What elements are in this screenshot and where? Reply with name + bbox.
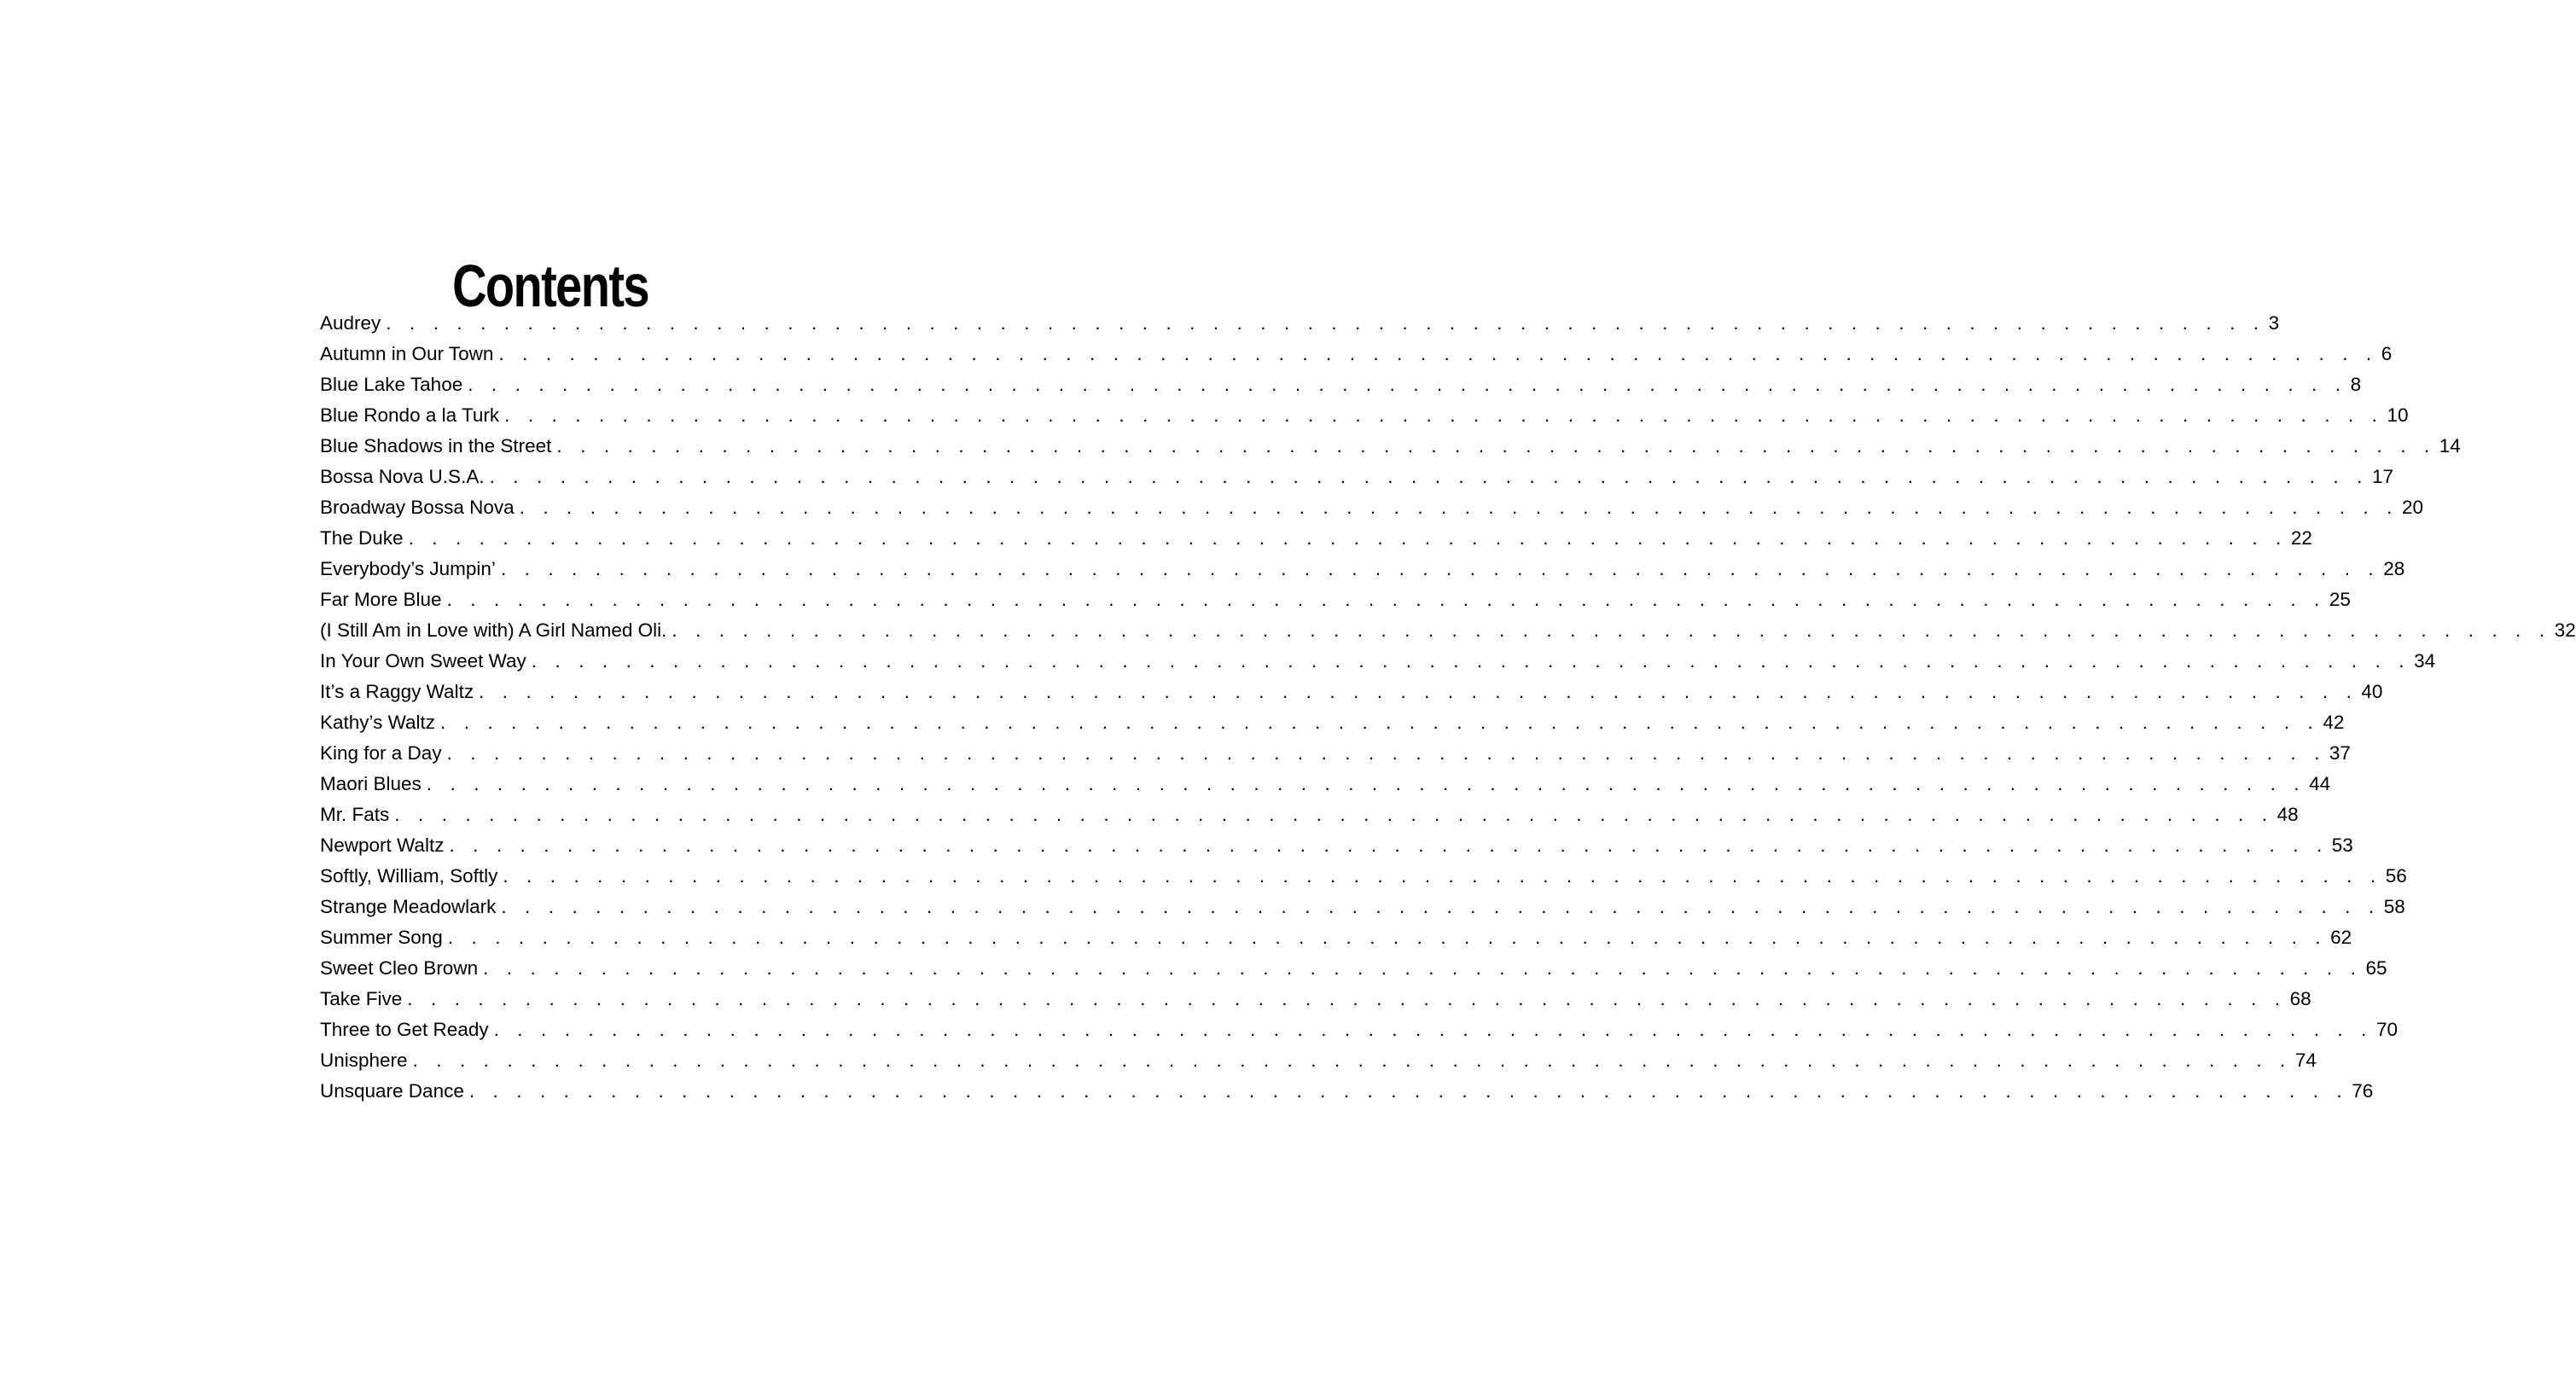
dot-leader: . . . . . . . . . . . . . . . . . . . . . . . . . . . . . . . . . . . . . . . . . . . . . . . . . . . . . . . . . . . . . . . . . . . . . . . . . . . . . . . . bbox=[447, 927, 2328, 948]
toc-entry bbox=[320, 864, 2407, 895]
toc-entry-title: Sweet Cleo Brown bbox=[320, 957, 479, 979]
dot-leader: . . . . . . . . . . . . . . . . . . . . . . . . . . . . . . . . . . . . . . . . . . . . . . . . . . . . . . . . . . . . . . . . . . . . . . . . . . . . . . . . bbox=[440, 712, 2320, 733]
toc-entry-title: (I Still Am in Love with) A Girl Named Oli. bbox=[320, 619, 667, 641]
toc-entry-page-number: 42 bbox=[2323, 712, 2345, 733]
toc-entry bbox=[320, 342, 2393, 373]
dot-leader: . . . . . . . . . . . . . . . . . . . . . . . . . . . . . . . . . . . . . . . . . . . . . . . . . . . . . . . . . . . . . . . . . . . . . . . . . . . . . . . . bbox=[500, 558, 2381, 579]
toc-entry bbox=[320, 1018, 2398, 1049]
toc-entry-page-number: 32 bbox=[2554, 619, 2576, 641]
toc-entry bbox=[320, 311, 2280, 342]
page-title: Contents bbox=[452, 252, 648, 319]
toc-entry-page-number: 58 bbox=[2383, 896, 2405, 917]
toc-entry bbox=[320, 496, 2423, 526]
toc-entry-title: Mr. Fats bbox=[320, 804, 390, 825]
toc-entry-title: Strange Meadowlark bbox=[320, 896, 497, 917]
toc-entry bbox=[320, 772, 2331, 803]
toc-entry-title: Blue Shadows in the Street bbox=[320, 435, 552, 456]
toc-entry-page-number: 74 bbox=[2294, 1050, 2317, 1071]
toc-entry-page-number: 25 bbox=[2329, 589, 2351, 610]
toc-entry-title: Blue Lake Tahoe bbox=[320, 374, 463, 395]
dot-leader: . . . . . . . . . . . . . . . . . . . . . . . . . . . . . . . . . . . . . . . . . . . . . . . . . . . . . . . . . . . . . . . . . . . . . . . . . . . . . . . . bbox=[498, 343, 2378, 364]
toc-entry bbox=[320, 526, 2312, 557]
dot-leader: . . . . . . . . . . . . . . . . . . . . . . . . . . . . . . . . . . . . . . . . . . . . . . . . . . . . . . . . . . . . . . . . . . . . . . . . . . . . . . . . bbox=[426, 773, 2306, 794]
toc-entry-title: Three to Get Ready bbox=[320, 1019, 489, 1040]
toc-entry bbox=[320, 895, 2405, 926]
toc-entry-page-number: 56 bbox=[2385, 865, 2407, 887]
toc-entry-title: Broadway Bossa Nova bbox=[320, 497, 515, 518]
dot-leader: . . . . . . . . . . . . . . . . . . . . . . . . . . . . . . . . . . . . . . . . . . . . . . . . . . . . . . . . . . . . . . . . . . . . . . . . . . . . . . . . bbox=[556, 435, 2436, 456]
toc-entry-title: Newport Waltz bbox=[320, 834, 445, 856]
toc-entry bbox=[320, 741, 2351, 772]
toc-entry-page-number: 70 bbox=[2375, 1019, 2398, 1040]
dot-leader: . . . . . . . . . . . . . . . . . . . . . . . . . . . . . . . . . . . . . . . . . . . . . . . . . . . . . . . . . . . . . . . . . . . . . . . . . . . . . . . . bbox=[446, 742, 2326, 764]
toc-entry-page-number: 68 bbox=[2289, 988, 2311, 1009]
toc-entry-title: Maori Blues bbox=[320, 773, 422, 794]
toc-entry-title: King for a Day bbox=[320, 742, 442, 764]
toc-entry bbox=[320, 711, 2345, 741]
toc-entry-title: In Your Own Sweet Way bbox=[320, 650, 526, 672]
toc-entry-title: Take Five bbox=[320, 988, 403, 1009]
toc-entry-page-number: 76 bbox=[2352, 1080, 2374, 1102]
toc-entry-page-number: 65 bbox=[2365, 957, 2387, 979]
toc-entry bbox=[320, 619, 2576, 649]
dot-leader: . . . . . . . . . . . . . . . . . . . . . . . . . . . . . . . . . . . . . . . . . . . . . . . . . . . . . . . . . . . . . . . . . . . . . . . . . . . . . . . . bbox=[519, 497, 2399, 518]
toc-entry bbox=[320, 649, 2436, 680]
toc-entry-page-number: 10 bbox=[2387, 404, 2409, 426]
toc-entry-page-number: 48 bbox=[2277, 804, 2299, 825]
toc-entry bbox=[320, 957, 2387, 987]
dot-leader: . . . . . . . . . . . . . . . . . . . . . . . . . . . . . . . . . . . . . . . . . . . . . . . . . . . . . . . . . . . . . . . . . . . . . . . . . . . . . . . . bbox=[483, 957, 2363, 979]
dot-leader: . . . . . . . . . . . . . . . . . . . . . . . . . . . . . . . . . . . . . . . . . . . . . . . . . . . . . . . . . . . . . . . . . . . . . . . . . . . . . . . . bbox=[449, 834, 2329, 856]
toc-entry bbox=[320, 557, 2405, 588]
dot-leader: . . . . . . . . . . . . . . . . . . . . . . . . . . . . . . . . . . . . . . . . . . . . . . . . . . . . . . . . . . . . . . . . . . . . . . . . . . . . . . . . bbox=[531, 650, 2411, 672]
toc-entry bbox=[320, 926, 2352, 957]
toc-entry-page-number: 37 bbox=[2329, 742, 2351, 764]
toc-entry-title: Everybody’s Jumpin’ bbox=[320, 558, 496, 579]
toc-entry bbox=[320, 1079, 2374, 1110]
toc-entry-page-number: 34 bbox=[2414, 650, 2436, 672]
toc-entry bbox=[320, 404, 2409, 434]
toc-entry bbox=[320, 834, 2353, 864]
dot-leader: . . . . . . . . . . . . . . . . . . . . . . . . . . . . . . . . . . . . . . . . . . . . . . . . . . . . . . . . . . . . . . . . . . . . . . . . . . . . . . . . bbox=[489, 466, 2369, 487]
toc-entry-page-number: 14 bbox=[2439, 435, 2461, 456]
toc-entry-title: Unisphere bbox=[320, 1050, 408, 1071]
dot-leader: . . . . . . . . . . . . . . . . . . . . . . . . . . . . . . . . . . . . . . . . . . . . . . . . . . . . . . . . . . . . . . . . . . . . . . . . . . . . . . . . bbox=[503, 865, 2382, 887]
toc-entry-page-number: 62 bbox=[2330, 927, 2352, 948]
toc-entry bbox=[320, 588, 2351, 619]
toc-entry-title: Autumn in Our Town bbox=[320, 343, 494, 364]
toc-entry-page-number: 53 bbox=[2331, 834, 2353, 856]
toc-entry-page-number: 28 bbox=[2383, 558, 2405, 579]
dot-leader: . . . . . . . . . . . . . . . . . . . . . . . . . . . . . . . . . . . . . . . . . . . . . . . . . . . . . . . . . . . . . . . . . . . . . . . . . . . . . . . . bbox=[672, 619, 2551, 641]
toc-entry-title: Softly, William, Softly bbox=[320, 865, 498, 887]
dot-leader: . . . . . . . . . . . . . . . . . . . . . . . . . . . . . . . . . . . . . . . . . . . . . . . . . . . . . . . . . . . . . . . . . . . . . . . . . . . . . . . . bbox=[479, 681, 2358, 702]
toc-entry bbox=[320, 373, 2362, 404]
dot-leader: . . . . . . . . . . . . . . . . . . . . . . . . . . . . . . . . . . . . . . . . . . . . . . . . . . . . . . . . . . . . . . . . . . . . . . . . . . . . . . . . bbox=[501, 896, 2381, 917]
dot-leader: . . . . . . . . . . . . . . . . . . . . . . . . . . . . . . . . . . . . . . . . . . . . . . . . . . . . . . . . . . . . . . . . . . . . . . . . . . . . . . . . bbox=[386, 312, 2265, 334]
toc-entry-page-number: 6 bbox=[2381, 343, 2393, 364]
toc-entry bbox=[320, 987, 2311, 1018]
dot-leader: . . . . . . . . . . . . . . . . . . . . . . . . . . . . . . . . . . . . . . . . . . . . . . . . . . . . . . . . . . . . . . . . . . . . . . . . . . . . . . . . bbox=[408, 527, 2288, 549]
toc-entry bbox=[320, 434, 2461, 465]
dot-leader: . . . . . . . . . . . . . . . . . . . . . . . . . . . . . . . . . . . . . . . . . . . . . . . . . . . . . . . . . . . . . . . . . . . . . . . . . . . . . . . . bbox=[468, 1080, 2349, 1102]
toc-entry-title: Bossa Nova U.S.A. bbox=[320, 466, 485, 487]
toc-entry bbox=[320, 680, 2383, 711]
toc-entry bbox=[320, 803, 2299, 834]
dot-leader: . . . . . . . . . . . . . . . . . . . . . . . . . . . . . . . . . . . . . . . . . . . . . . . . . . . . . . . . . . . . . . . . . . . . . . . . . . . . . . . . bbox=[468, 374, 2347, 395]
dot-leader: . . . . . . . . . . . . . . . . . . . . . . . . . . . . . . . . . . . . . . . . . . . . . . . . . . . . . . . . . . . . . . . . . . . . . . . . . . . . . . . . bbox=[493, 1019, 2373, 1040]
toc-entry-page-number: 22 bbox=[2290, 527, 2312, 549]
toc-entry-title: Summer Song bbox=[320, 927, 443, 948]
toc-entry-page-number: 17 bbox=[2371, 466, 2393, 487]
dot-leader: . . . . . . . . . . . . . . . . . . . . . . . . . . . . . . . . . . . . . . . . . . . . . . . . . . . . . . . . . . . . . . . . . . . . . . . . . . . . . . . . bbox=[407, 988, 2287, 1009]
dot-leader: . . . . . . . . . . . . . . . . . . . . . . . . . . . . . . . . . . . . . . . . . . . . . . . . . . . . . . . . . . . . . . . . . . . . . . . . . . . . . . . . bbox=[394, 804, 2274, 825]
toc-entry-page-number: 20 bbox=[2401, 497, 2423, 518]
toc-entry-title: Far More Blue bbox=[320, 589, 442, 610]
toc-entry-title: The Duke bbox=[320, 527, 404, 549]
toc-entry bbox=[320, 465, 2393, 496]
toc-entry-page-number: 40 bbox=[2361, 681, 2383, 702]
toc-entry-title: It’s a Raggy Waltz bbox=[320, 681, 474, 702]
dot-leader: . . . . . . . . . . . . . . . . . . . . . . . . . . . . . . . . . . . . . . . . . . . . . . . . . . . . . . . . . . . . . . . . . . . . . . . . . . . . . . . . bbox=[446, 589, 2326, 610]
toc-entry-page-number: 8 bbox=[2350, 374, 2362, 395]
table-of-contents bbox=[320, 311, 2576, 1110]
toc-entry-title: Blue Rondo a la Turk bbox=[320, 404, 500, 426]
toc-entry-title: Kathy’s Waltz bbox=[320, 712, 436, 733]
toc-entry-page-number: 44 bbox=[2309, 773, 2331, 794]
dot-leader: . . . . . . . . . . . . . . . . . . . . . . . . . . . . . . . . . . . . . . . . . . . . . . . . . . . . . . . . . . . . . . . . . . . . . . . . . . . . . . . . bbox=[504, 404, 2384, 426]
dot-leader: . . . . . . . . . . . . . . . . . . . . . . . . . . . . . . . . . . . . . . . . . . . . . . . . . . . . . . . . . . . . . . . . . . . . . . . . . . . . . . . . bbox=[412, 1050, 2292, 1071]
toc-entry-title: Audrey bbox=[320, 312, 381, 334]
toc-entry-title: Unsquare Dance bbox=[320, 1080, 464, 1102]
toc-entry-page-number: 3 bbox=[2268, 312, 2280, 334]
toc-entry bbox=[320, 1049, 2317, 1079]
